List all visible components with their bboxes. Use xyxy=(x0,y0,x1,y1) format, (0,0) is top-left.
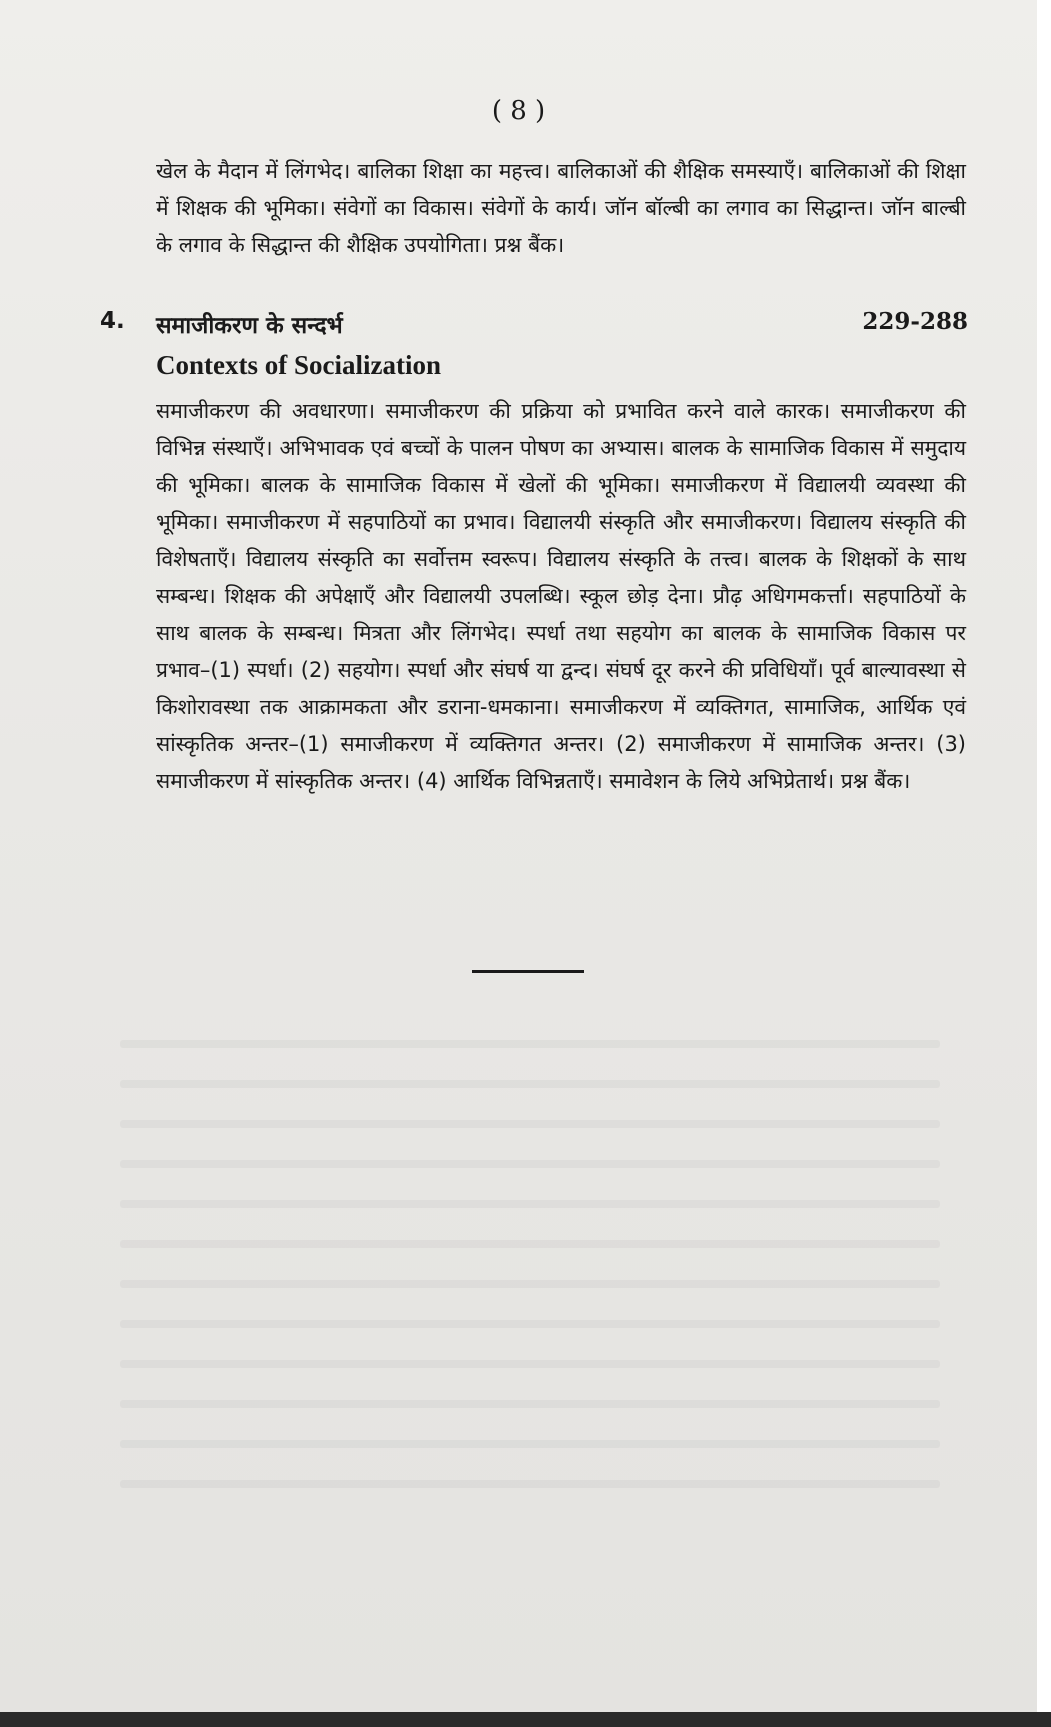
bleed-through-line xyxy=(120,1080,940,1088)
bleed-through-line xyxy=(120,1320,940,1328)
bleed-through-line xyxy=(120,1400,940,1408)
chapter-heading xyxy=(100,308,968,348)
page-number: ( 8 ) xyxy=(491,96,546,126)
bleed-through-line xyxy=(120,1120,940,1128)
bleed-through-line xyxy=(120,1160,940,1168)
chapter-contents: समाजीकरण की अवधारणा। समाजीकरण की प्रक्रिया को प्रभावित करने वाले कारक। समाजीकरण की विभिन्न संस्थाएँ। अभिभावक एवं बच्चों के पालन पोषण का अभ्यास। बालक के सामाजिक विकास में समुदाय की भूमिका। बालक के सामाजिक विकास में खेलों की भूमिका। समाजीकरण में विद्यालयी व्यवस्था की भूमिका। समाजीकरण में सहपाठियों का प्रभाव। विद्यालयी संस्कृति और समाजीकरण। विद्यालय संस्कृति की विशेषताएँ। विद्यालय संस्कृति का सर्वोत्तम स्वरूप। विद्यालय संस्कृति के तत्त्व। बालक के शिक्षकों के साथ सम्बन्ध। शिक्षक की अपेक्षाएँ और विद्यालयी उपलब्धि। स्कूल छोड़ देना। प्रौढ़ अधिगमकर्त्ता। सहपाठियों के साथ बालक के सम्बन्ध। मित्रता और लिंगभेद। स्पर्धा तथा सहयोग का बालक के सामाजिक विकास पर प्रभाव–(1) स्पर्धा। (2) सहयोग। स्पर्धा और संघर्ष या द्वन्द। संघर्ष दूर करने की प्रविधियाँ। पूर्व बाल्यावस्था से किशोरावस्था तक आक्रामकता और डराना-धमकाना। समाजीकरण में व्यक्तिगत, सामाजिक, आर्थिक एवं सांस्कृतिक अन्तर–(1) समाजीकरण में व्यक्तिगत अन्तर। (2) समाजीकरण में सामाजिक अन्तर। (3) समाजीकरण में सांस्कृतिक अन्तर। (4) आर्थिक विभिन्नताएँ। समावेशन के लिये अभिप्रेतार्थ। प्रश्न बैंक। xyxy=(156,399,966,793)
page-edge-bottom xyxy=(0,1712,1051,1727)
section-divider xyxy=(472,970,584,973)
chapter-title: समाजीकरण के सन्दर्भ xyxy=(156,313,343,339)
bleed-through-line xyxy=(120,1240,940,1248)
chapter-subtitle: Contexts of Socialization xyxy=(156,350,441,380)
bleed-through-line xyxy=(120,1440,940,1448)
bleed-through-line xyxy=(120,1200,940,1208)
bleed-through-line xyxy=(120,1040,940,1048)
chapter-page-range: 229-288 xyxy=(862,308,968,335)
page-edge-right xyxy=(1037,0,1051,1727)
bleed-through-line xyxy=(120,1360,940,1368)
bleed-through-line xyxy=(120,1480,940,1488)
chapter-number: 4. xyxy=(100,308,125,334)
bleed-through-line xyxy=(120,1280,940,1288)
intro-paragraph: खेल के मैदान में लिंगभेद। बालिका शिक्षा का महत्त्व। बालिकाओं की शैक्षिक समस्याएँ। बालिकाओं की शिक्षा में शिक्षक की भूमिका। संवेगों का विकास। संवेगों के कार्य। जॉन बॉल्बी का लगाव का सिद्धान्त। जॉन बाल्बी के लगाव के सिद्धान्त की शैक्षिक उपयोगिता। प्रश्न बैंक। xyxy=(156,159,966,257)
